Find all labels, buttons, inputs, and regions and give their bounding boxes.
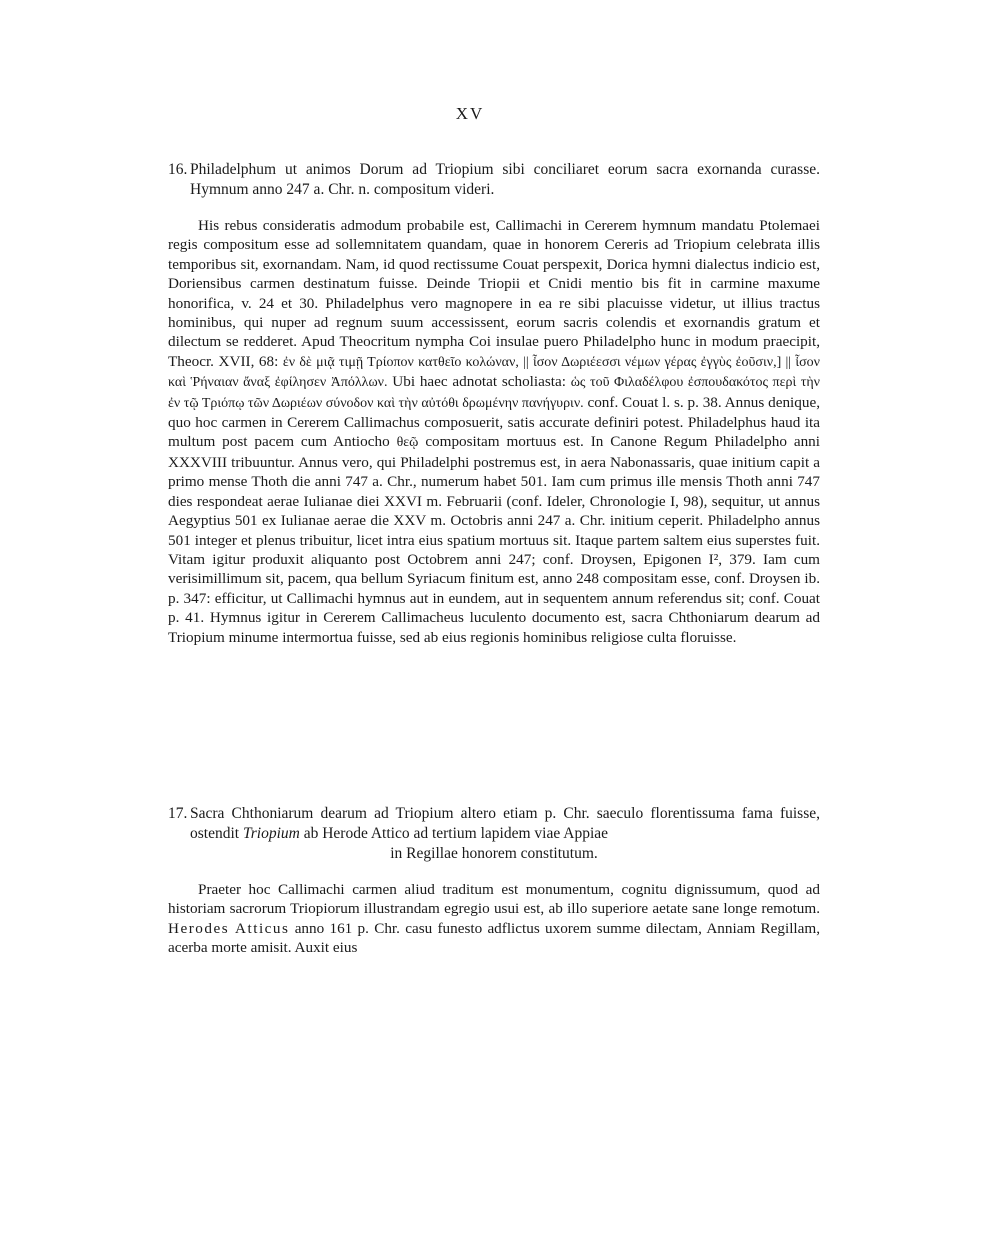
body-text: Praeter hoc Callimachi carmen aliud traditum est monumentum, cognitu dignissumum, quod ad historiam sacrorum Triopiorum illustrandam egregio usui est, ab illo superiore aetate sane longe remotum. bbox=[168, 881, 820, 918]
section-heading-text: ab Herode Attico ad tertium lapidem viae Appiae bbox=[299, 825, 609, 842]
body-text: Ubi haec adnotat scholiasta: bbox=[387, 373, 571, 391]
section-heading-italic: Triopium bbox=[242, 825, 300, 842]
section-heading-text: Sacra Chthoniarum dearum ad Triopium altero etiam p. Chr. saeculo florentissuma fama fuisse, ostendit bbox=[190, 805, 820, 842]
section-heading-last-line: in Regillae honorem constitutum. bbox=[390, 845, 598, 862]
section-heading bbox=[168, 804, 820, 844]
section-body bbox=[168, 216, 820, 647]
spaced-name: Herodes Atticus bbox=[168, 919, 290, 937]
greek-quotation: ὡς τοῦ Φιλαδέλφου ἐσπουδακότος περὶ τὴν ἐν τῷ Τριόπῳ τῶν Δωριέων σύνοδον καὶ τὴν αὐτόθι δρωμένην πανήγυριν. bbox=[168, 375, 820, 411]
body-text: His rebus consideratis admodum probabile est, Callimachi in Cererem hymnum mandatu Ptolemaei regis compositum esse ad sollemnitatem quandam, quae in honorem Cereris ad Triopium celebrata illis temporibus sit, exornandam. Nam, id quod rectissume Couat perspexit, Dorica hymni dialectus indicio est, Doriensibus carmen destinatum fuisse. Deinde Triopii et Cnidi mentio bis fit in carmine maxume honorifica, v. 24 et 30. Philadelphus vero magnopere in ea re sibi placuisse videtur, ut illius tractus hominibus, qui nuper ad regnum suum accessissent, eorum sacris colendis et exornandis gratum et dilectum se redderet. Apud Theocritum nympha Coi insulae puero Philadelpho hunc in modum praecipit, Theocr. XVII, 68: bbox=[168, 217, 820, 370]
section-heading-text: Philadelphum ut animos Dorum ad Triopium sibi conciliaret eorum sacra exornanda curasse. Hymnum anno 247 a. Chr. n. compositum videri. bbox=[190, 161, 820, 198]
running-head: XV bbox=[455, 104, 485, 123]
section-number: 17. bbox=[168, 805, 188, 822]
section-number: 16. bbox=[168, 161, 188, 178]
section-16 bbox=[168, 160, 820, 647]
section-heading bbox=[168, 160, 820, 200]
section-body bbox=[168, 880, 820, 958]
greek-quotation: ἐν δὲ μιᾷ τιμῇ Τρίοπον κατθεῖο κολώναν, || ἶσον Δωριέεσσι νέμων γέρας ἐγγὺς ἐοῦσιν,] || ἶσον καὶ Ῥήναιαν ἄναξ ἐφίλησεν Ἀπόλλων. bbox=[168, 354, 820, 391]
body-text: anno 161 p. Chr. casu funesto adflictus uxorem summe dilectam, Anniam Regillam, acerba morte amisit. Auxit eius bbox=[168, 919, 821, 957]
greek-word: θεῷ bbox=[396, 435, 419, 451]
body-text: compositam mortuus est. In Canone Regum Philadelpho anni XXXVIII tribuuntur. Annus vero, qui Philadelphi postremus est, in aera Nabonassaris, quae initium capit a primo mense Thoth die anni 747 a. Chr., numerum habet 501. Iam cum primus ille mensis Thoth anni 747 dies respondeat aerae Iulianae diei XXVI m. Februarii (conf. Ideler, Chronologie I, 98), sequitur, ut annus Aegyptius 501 ex Iulianae aerae die XXV m. Octobris anni 247 a. Chr. initium ceperit. Philadelpho annus 501 integer et plenus tribuitur, licet intra eius spatium mortuus sit. Itaque partem saltem eius superstes fuit. Vitam igitur produxit aliquanto post Octobrem anni 247; conf. Droysen, Epigonen I², 379. Iam cum verisimillimum sit, pacem, qua bellum Syriacum finitum est, anno 248 compositam esse, conf. Droysen ib. p. 347: efficitur, ut Callimachi hymnus aut in eundem, aut in sequentem annum referendus sit; conf. Couat p. 41. Hymnus igitur in Cererem Callimacheus luculento documento est, sacra Chthoniarum dearum ad Triopium minume intermortua fuisse, sed ab eius regionis hominibus religiose culta floruisse. bbox=[168, 433, 820, 646]
section-17 bbox=[168, 804, 820, 958]
body-text: conf. Couat l. s. p. 38. Annus denique, quo hoc carmen in Cererem Callimachus composuerit, satis accurate definiri potest. Philadelphus haud ita multum post pacem cum Antiocho bbox=[168, 393, 820, 451]
